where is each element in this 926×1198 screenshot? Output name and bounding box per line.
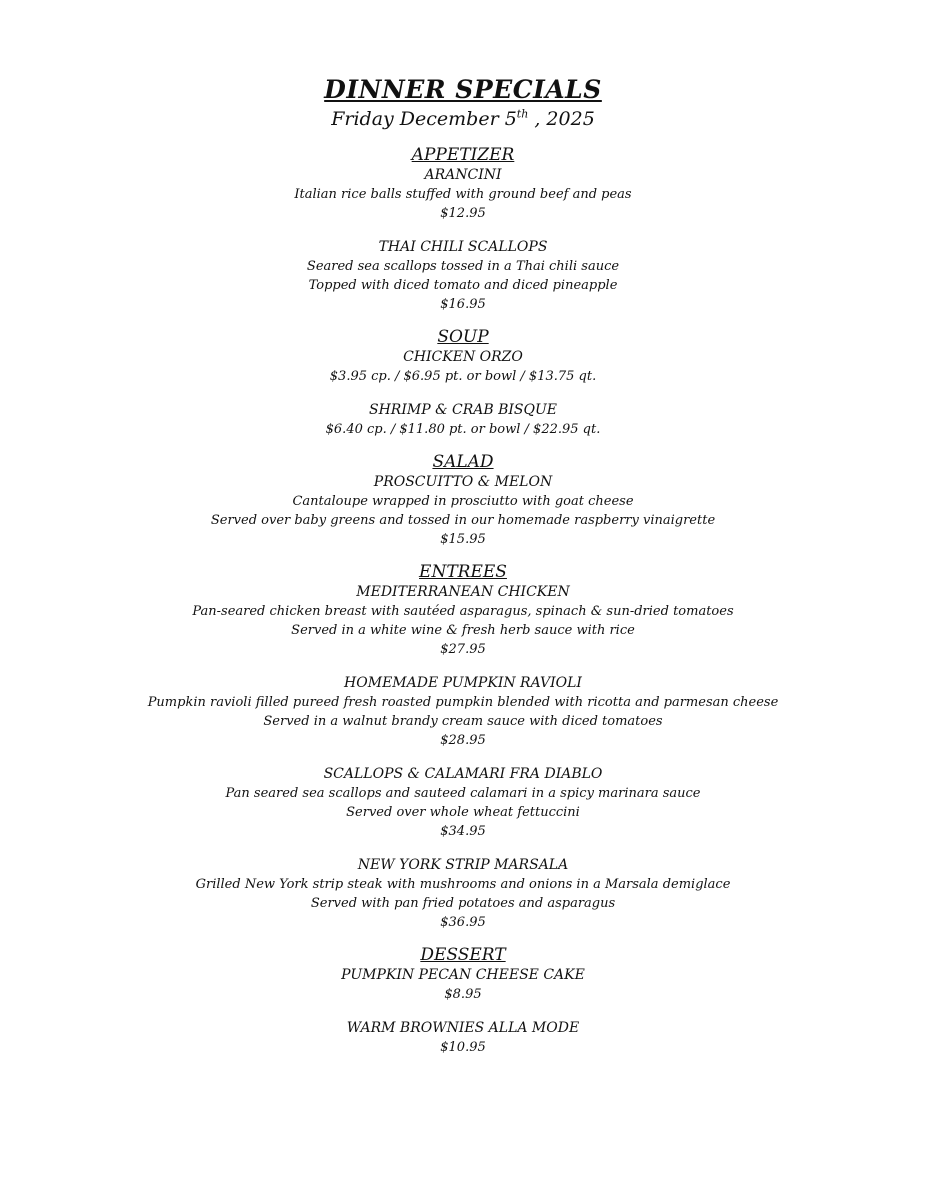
menu-item-description: Grilled New York strip steak with mushrooms and onions in a Marsala demiglace <box>195 877 731 892</box>
section-heading: ENTREES <box>419 562 507 582</box>
section-heading: SALAD <box>432 452 494 472</box>
section-heading: SOUP <box>437 327 489 347</box>
menu-item <box>0 583 926 659</box>
menu-item <box>0 348 926 386</box>
menu-item-price: $15.95 <box>440 532 486 547</box>
menu-item-name: ARANCINI <box>424 167 502 183</box>
menu-section-appetizer <box>0 144 926 314</box>
menu-item <box>0 765 926 841</box>
menu-date-ordinal: th <box>516 107 529 121</box>
menu-item-price: $28.95 <box>440 733 486 748</box>
menu-item-description: Served in a walnut brandy cream sauce with diced tomatoes <box>263 714 663 729</box>
menu-date-year: , 2025 <box>528 108 595 130</box>
menu-title: DINNER SPECIALS <box>324 75 602 104</box>
menu-section-soup <box>0 326 926 439</box>
menu-item-description: Pan seared sea scallops and sauteed calamari in a spicy marinara sauce <box>225 786 701 801</box>
menu-item-name: CHICKEN ORZO <box>403 349 523 365</box>
menu-item <box>0 401 926 439</box>
menu-item-price: $34.95 <box>440 824 486 839</box>
menu-item-name: PUMPKIN PECAN CHEESE CAKE <box>341 967 585 983</box>
menu-item <box>0 856 926 932</box>
menu-item-price: $8.95 <box>444 987 482 1002</box>
menu-item-description: Cantaloupe wrapped in prosciutto with goat cheese <box>292 494 634 509</box>
menu-item-description: Served over baby greens and tossed in our homemade raspberry vinaigrette <box>210 513 716 528</box>
menu-date-day: Friday December 5 <box>331 108 517 130</box>
menu-item-description: Served with pan fried potatoes and asparagus <box>310 896 616 911</box>
menu-item-description: Italian rice balls stuffed with ground beef and peas <box>294 187 632 202</box>
menu-item-name: HOMEMADE PUMPKIN RAVIOLI <box>344 675 582 691</box>
menu-item-description: Pan-seared chicken breast with sautéed asparagus, spinach & sun-dried tomatoes <box>192 604 734 619</box>
menu-item-description: Served in a white wine & fresh herb sauce with rice <box>291 623 635 638</box>
menu-item <box>0 166 926 223</box>
menu-item <box>0 966 926 1004</box>
menu-item-name: THAI CHILI SCALLOPS <box>378 239 548 255</box>
menu-item-price: $27.95 <box>440 642 486 657</box>
menu-item-description: Seared sea scallops tossed in a Thai chili sauce <box>306 259 620 274</box>
menu-item-description: Served over whole wheat fettuccini <box>346 805 580 820</box>
menu-section-entrees <box>0 561 926 932</box>
menu-item-name: PROSCUITTO & MELON <box>373 474 553 490</box>
menu-item-price: $10.95 <box>440 1040 486 1055</box>
menu-section-salad <box>0 451 926 549</box>
menu-date <box>0 106 926 132</box>
menu-item-price: $12.95 <box>440 206 486 221</box>
menu-item-price: $36.95 <box>440 915 486 930</box>
menu-item-price: $6.40 cp. / $11.80 pt. or bowl / $22.95 qt. <box>325 422 601 437</box>
menu-item <box>0 473 926 549</box>
menu-section-dessert <box>0 944 926 1057</box>
menu-item-name: NEW YORK STRIP MARSALA <box>357 857 569 873</box>
menu-item-name: MEDITERRANEAN CHICKEN <box>356 584 570 600</box>
section-heading: APPETIZER <box>411 145 515 165</box>
menu-item-description: Topped with diced tomato and diced pineapple <box>308 278 618 293</box>
menu-item-name: SHRIMP & CRAB BISQUE <box>369 402 557 418</box>
menu-sections <box>0 144 926 1057</box>
menu-item-price: $3.95 cp. / $6.95 pt. or bowl / $13.75 qt. <box>329 369 597 384</box>
menu-item-description: Pumpkin ravioli filled pureed fresh roasted pumpkin blended with ricotta and parmesan cheese <box>147 695 779 710</box>
menu-item-price: $16.95 <box>440 297 486 312</box>
menu-item-name: SCALLOPS & CALAMARI FRA DIABLO <box>323 766 603 782</box>
section-heading: DESSERT <box>420 945 506 965</box>
menu-item <box>0 1019 926 1057</box>
menu-item-name: WARM BROWNIES ALLA MODE <box>346 1020 580 1036</box>
menu-item <box>0 674 926 750</box>
menu-item <box>0 238 926 314</box>
